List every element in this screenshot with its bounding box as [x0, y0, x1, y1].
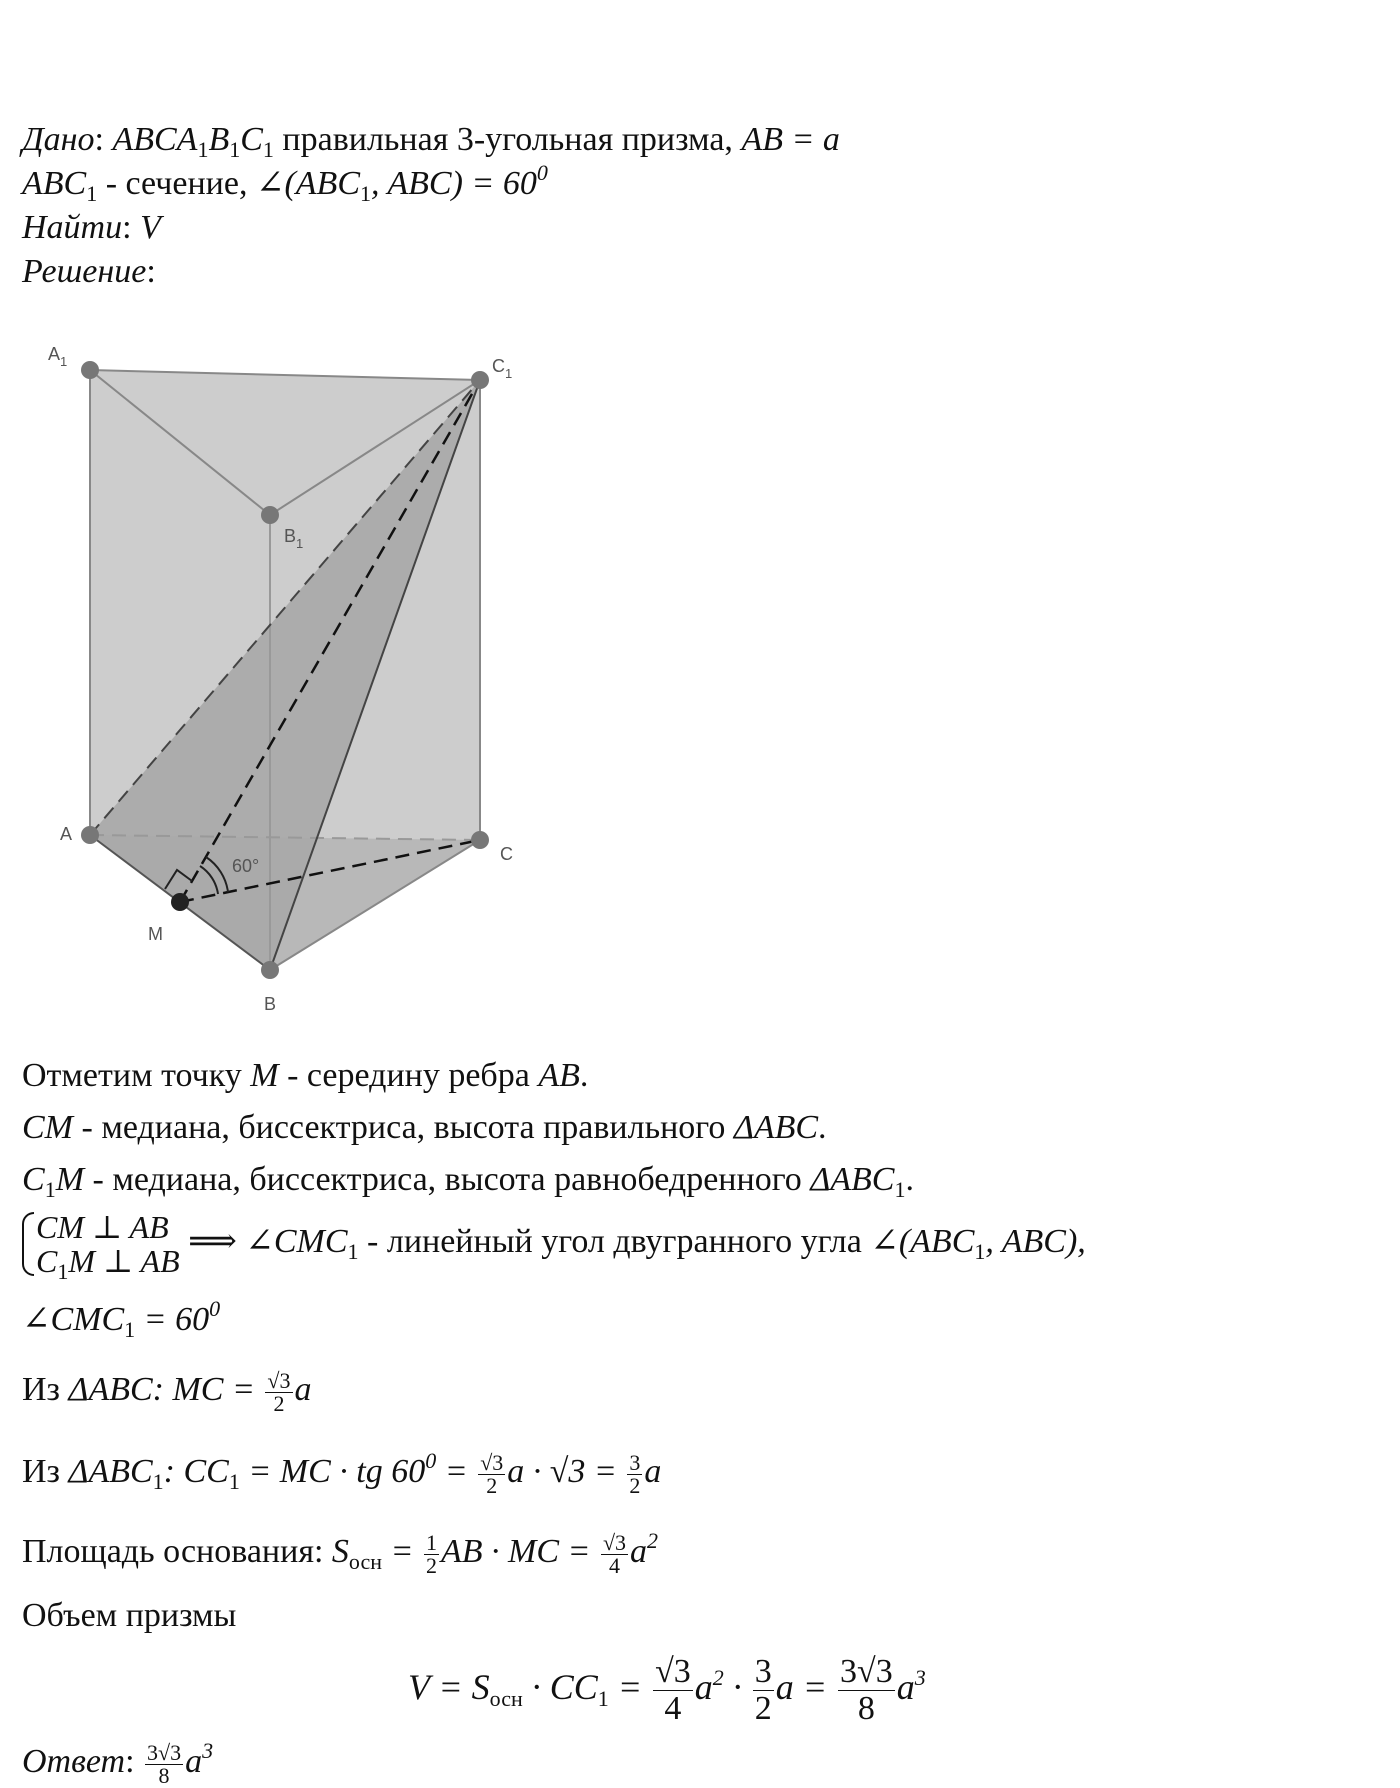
answer-line: Ответ: $\frac{3√3}{8}$ $a^3$ — [22, 1738, 214, 1788]
vertex-m — [171, 893, 189, 911]
label-b1: $B_1$ — [284, 526, 304, 551]
label-m: M — [148, 924, 163, 944]
label-c1: $C_1$ — [492, 356, 513, 381]
label-b: B — [264, 994, 277, 1014]
vertex-a1 — [81, 361, 99, 379]
step-c1m: $C_1M$ - медиана, биссектриса, высота равнобедренного $\Delta ABC_1$. — [22, 1161, 914, 1202]
section-text: - сечение, — [105, 165, 248, 202]
step-cc1: Из $\Delta ABC_1$: $CC_1$ = MC · tg $60^0$ = $\frac{√3}{2}$ a · √3 = $\frac{3}{2}$ a — [22, 1448, 662, 1498]
ab-equation: AB = a — [741, 121, 840, 158]
solution-label: Решение — [22, 253, 147, 290]
vertex-a — [81, 826, 99, 844]
prism-text: правильная 3-угольная призма, — [282, 121, 733, 158]
vertex-b — [261, 961, 279, 979]
step-base-area: Площадь основания: $S_{осн}$ = $\frac{1}{2}$ AB · MC = $\frac{√3}{4}$ $a^2$ — [22, 1528, 659, 1578]
find-value: V — [140, 209, 161, 246]
system-brace: CM ⊥ AB $C_1M$ ⊥ AB — [22, 1210, 180, 1278]
prism-figure — [40, 330, 560, 1050]
step-mark-m: Отметим точку M - середину ребра AB. — [22, 1057, 589, 1094]
given-line: Дано: $ABCA_1B_1C_1$ правильная 3-угольная призма, AB = a — [22, 121, 840, 162]
section-angle: $\angle(ABC_1$, $ABC) = 60^0$ — [255, 160, 548, 206]
step-cm: CM - медиана, биссектриса, высота правильного ΔABC. — [22, 1109, 827, 1146]
vertex-b1 — [261, 506, 279, 524]
step-angle-value: $\angle CMC_1 = 60^0$ — [22, 1296, 221, 1342]
step-volume-formula: $V = S_{осн} \cdot CC_1$ = $\frac{√3}{4}$ $a^2$ · $\frac{3}{2}$ a = $\frac{3√3}{8}$ $a^3$ — [408, 1653, 926, 1727]
find-line: Найти: V — [22, 209, 161, 246]
vertex-c — [471, 831, 489, 849]
find-label: Найти — [22, 209, 123, 246]
label-a1: $A_1$ — [48, 344, 68, 369]
label-a: A — [60, 824, 73, 844]
prism-name: $ABCA_1B_1C_1$ — [112, 121, 274, 162]
solution-line: Решение: — [22, 253, 156, 290]
step-mc: Из ΔABC: MC = $\frac{√3}{2}$ a — [22, 1367, 312, 1416]
step-volume-label: Объем призмы — [22, 1597, 237, 1634]
label-c: C — [500, 844, 513, 864]
step-system: CM ⊥ AB $C_1M$ ⊥ AB ⟹ $\angle CMC_1$ - линейный угол двугранного угла $\angle(ABC_1$, ABC), — [22, 1210, 1086, 1278]
label-angle: 60° — [232, 856, 260, 876]
given-label: Дано — [22, 121, 95, 158]
vertex-c1 — [471, 371, 489, 389]
section-name: $ABC_1$ — [22, 165, 98, 206]
section-line — [22, 162, 548, 206]
